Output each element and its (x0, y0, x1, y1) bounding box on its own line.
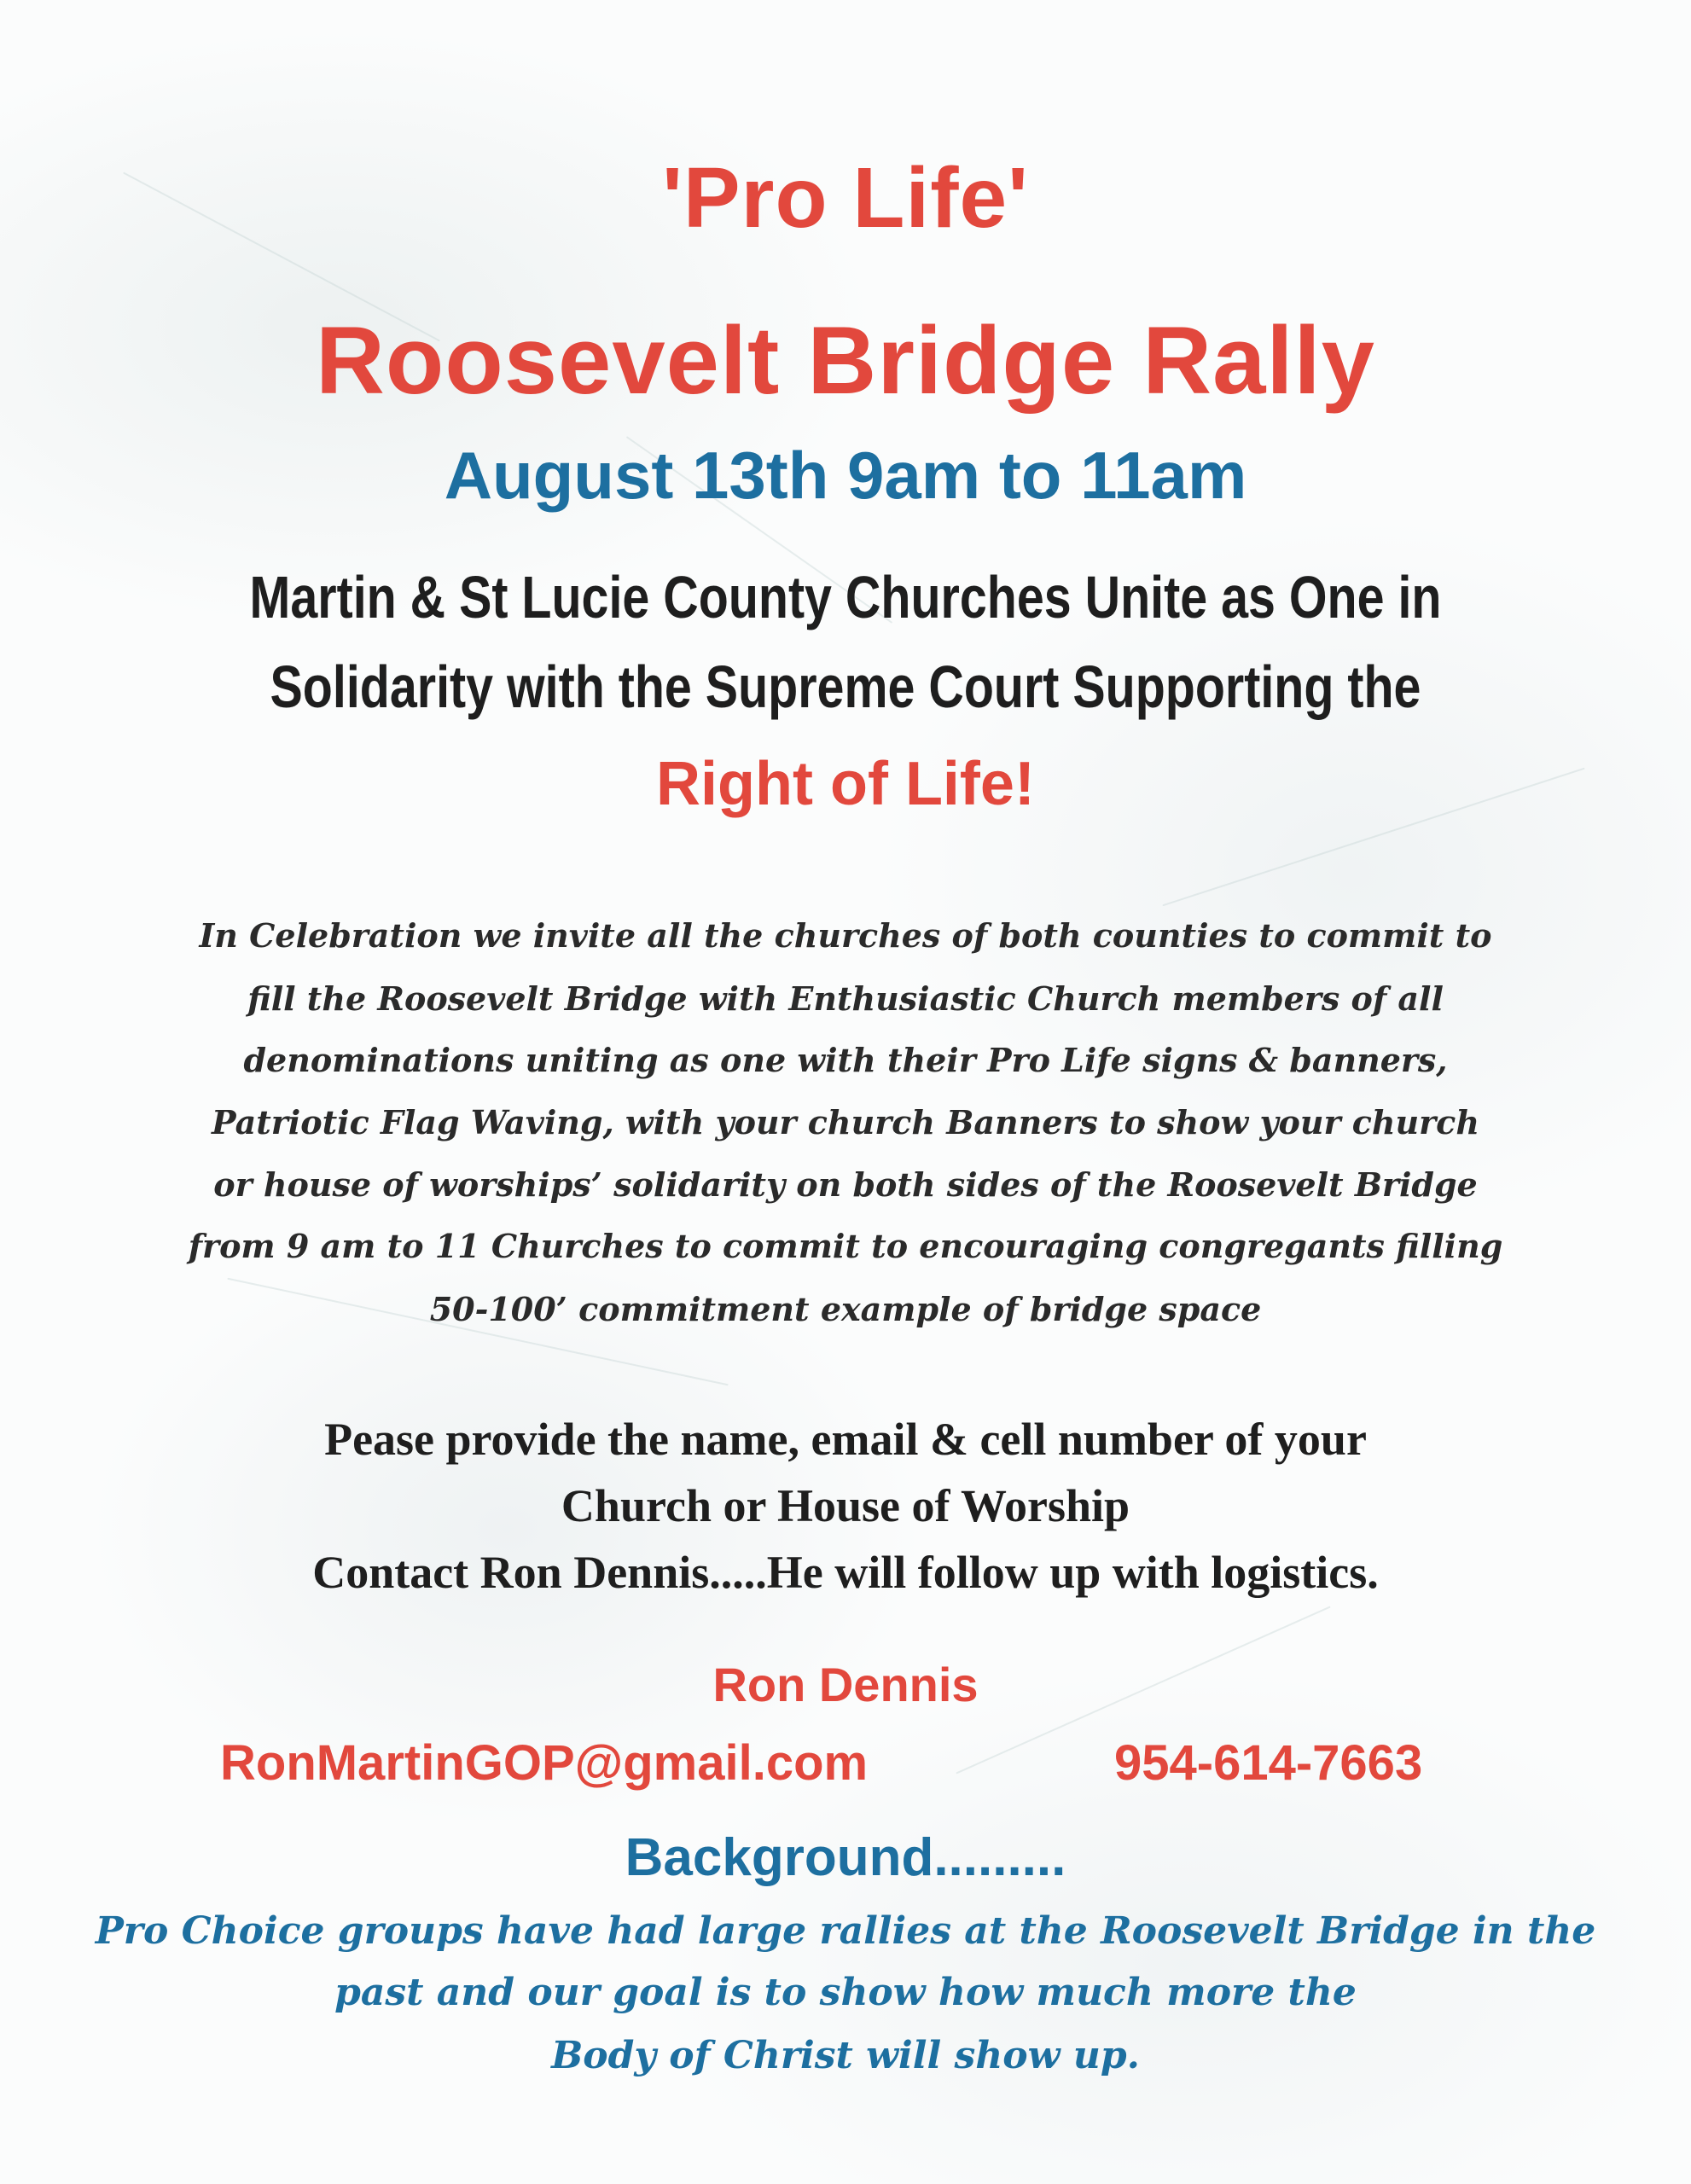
body-line: denominations uniting as one with their Pro Life signs & banners, (243, 1041, 1448, 1079)
contact-phone-link[interactable]: 954-614-7663 (1114, 1735, 1423, 1791)
subheading-line: Solidarity with the Supreme Court Supporting the (270, 653, 1421, 720)
background-heading: Background......... (625, 1828, 1066, 1887)
body-line: fill the Roosevelt Bridge with Enthusiastic Church members of all (247, 979, 1444, 1018)
body-line: 50-100’ commitment example of bridge space (429, 1290, 1262, 1328)
body-line: Patriotic Flag Waving, with your church Banners to show your church (212, 1103, 1479, 1141)
event-date-time: August 13th 9am to 11am (444, 438, 1247, 513)
body-line: or house of worships’ solidarity on both sides of the Roosevelt Bridge (213, 1165, 1478, 1204)
body-line: from 9 am to 11 Churches to commit to encouraging congregants filling (188, 1227, 1503, 1265)
background-line: Body of Christ will show up. (551, 2034, 1140, 2077)
background-line: past and our goal is to show how much more the (334, 1971, 1357, 2014)
request-line: Contact Ron Dennis.....He will follow up with logistics. (312, 1547, 1379, 1598)
title-line-1: 'Pro Life' (662, 150, 1029, 246)
request-line: Church or House of Worship (561, 1480, 1130, 1531)
subheading-line: Martin & St Lucie County Churches Unite as One in (249, 564, 1442, 630)
contact-name: Ron Dennis (712, 1658, 979, 1711)
contact-email-link[interactable]: RonMartinGOP@gmail.com (220, 1735, 869, 1791)
highlight-right-of-life: Right of Life! (656, 750, 1035, 818)
request-line: Pease provide the name, email & cell number of your (324, 1414, 1367, 1465)
background-line: Pro Choice groups have had large rallies at the Roosevelt Bridge in the (95, 1909, 1596, 1953)
contact-details (0, 1734, 1691, 1794)
title-line-2: Roosevelt Bridge Rally (316, 307, 1375, 414)
body-line: In Celebration we invite all the churches of both counties to commit to (199, 916, 1492, 955)
